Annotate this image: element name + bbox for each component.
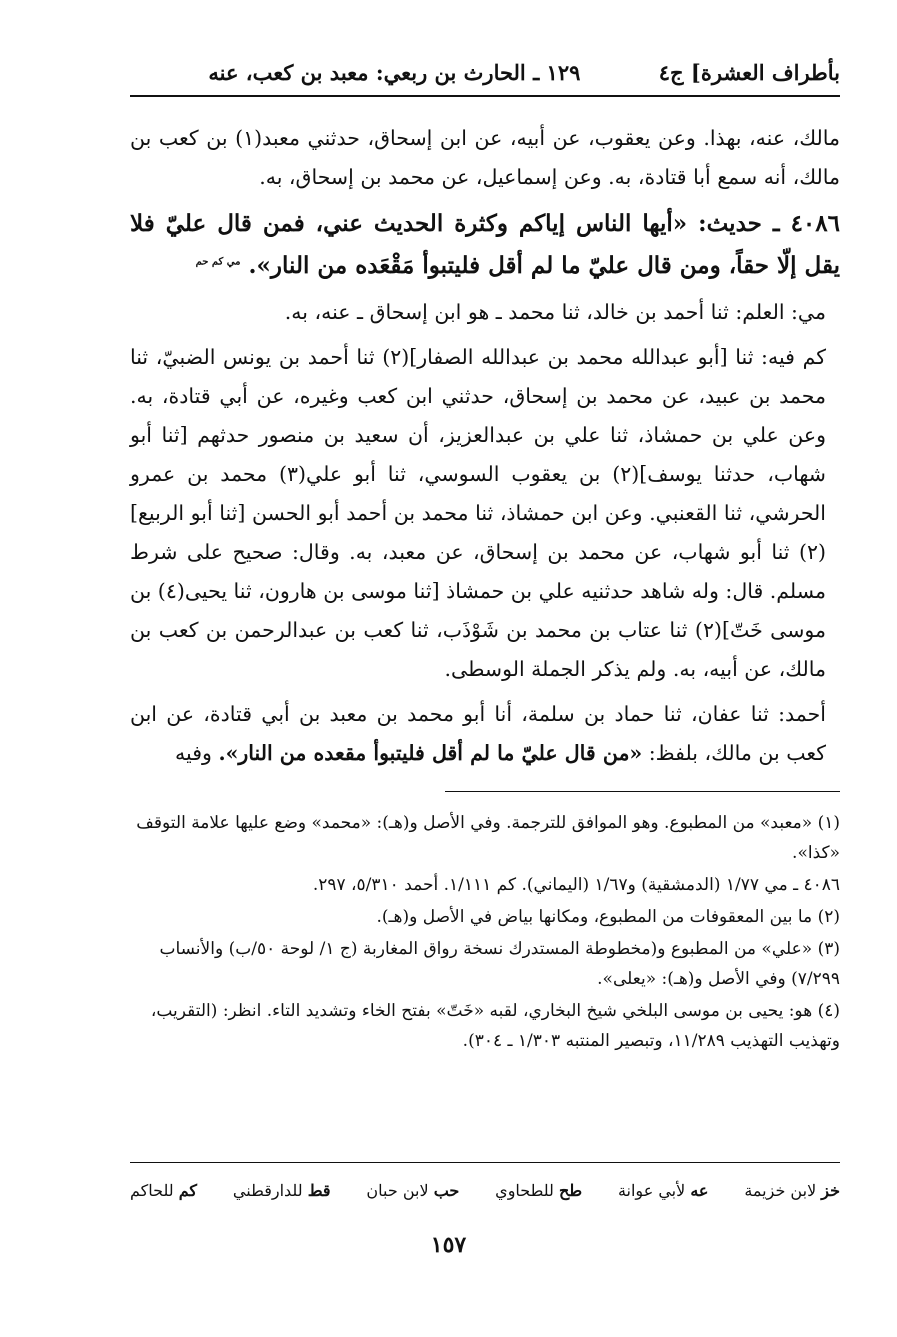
footnote: (٢) ما بين المعقوفات من المطبوع، ومكانها بياض في الأصل و(هـ).: [376, 907, 840, 927]
abbrev-item: حب لابن حبان: [366, 1181, 460, 1200]
ahmad-tail: وفيه: [175, 741, 212, 765]
footnote-separator: [445, 791, 840, 792]
hadith-text: ٤٠٨٦ ـ حديث: «أيها الناس إياكم وكثرة الحديث عني، فمن قال عليّ فلا يقل إلّا حقاً، ومن قال عليّ ما لم أقل فليتبوأ مَقْعَده من النار».: [130, 210, 840, 279]
footnote: (١) «معبد» من المطبوع. وهو الموافق للترجمة. وفي الأصل و(هـ): «محمد» وضع عليها علامة التوقف «كذا».: [136, 813, 840, 863]
page: [130, 60, 840, 1058]
paragraph-km: كم فيه: ثنا [أبو عبدالله محمد بن عبدالله الصفار](٢) ثنا أحمد بن يونس الضبيّ، ثنا محمد بن عبيد، عن محمد بن إسحاق، حدثني ابن كعب وغيره، عن أبي قتادة، به. وعن علي بن حمشاذ، ثنا علي بن عبدالعزيز، أن سعيد بن منصور حدثهم [ثنا أبو شهاب، حدثنا يوسف](٢) بن يعقوب السوسي، ثنا أبو علي(٣) محمد بن عمرو الحرشي، ثنا القعنبي. وعن ابن حمشاذ، ثنا محمد بن أحمد أبو الحسن [ثنا أبو الربيع](٢) ثنا أبو شهاب، عن محمد بن إسحاق، عن معبد، به. وقال: صحيح على شرط مسلم. قال: وله شاهد حدثنيه علي بن حمشاذ [ثنا موسى بن هارون، ثنا يحيى(٤) بن موسى خَتّ](٢) ثنا عتاب بن محمد بن شَوْذَب، ثنا كعب بن عبدالرحمن بن كعب بن مالك، عن أبيه، به. ولم يذكر الجملة الوسطى.: [129, 345, 826, 681]
ahmad-quote: «من قال عليّ ما لم أقل فليتبوأ مقعده من النار».: [218, 741, 643, 765]
ahmad-lead: أحمد: ثنا عفان، ثنا حماد بن سلمة، أنا أبو محمد بن معبد بن أبي قتادة، عن ابن كعب بن مالك، بلفظ:: [130, 702, 826, 765]
abbrev-item: عه لأبي عوانة: [617, 1181, 709, 1200]
header-book: بأطراف العشرة] ج٤: [658, 60, 840, 85]
paragraph-continuation: مالك، عنه، بهذا. وعن يعقوب، عن أبيه، عن ابن إسحاق، حدثني معبد(١) بن كعب بن مالك، أنه سمع أبا قتادة، به. وعن إسماعيل، عن محمد بن إسحاق، به.: [130, 126, 840, 189]
abbrev-item: كم للحاكم: [130, 1181, 198, 1200]
marginal-gloss: مي كم حم: [195, 256, 241, 268]
page-number: ١٥٧: [430, 1232, 467, 1258]
paragraph-mi: مي: العلم: ثنا أحمد بن خالد، ثنا محمد ـ هو ابن إسحاق ـ عنه، به.: [284, 300, 826, 324]
running-header: [130, 60, 840, 97]
header-section: ١٢٩ ـ الحارث بن ربعي: معبد بن كعب، عنه: [208, 60, 581, 85]
footnote: ٤٠٨٦ ـ مي ١/٧٧ (الدمشقية) و١/٦٧ (اليماني). كم ١/١١١. أحمد ٥/٣١٠، ٢٩٧.: [312, 875, 840, 895]
footnote: (٤) هو: يحيى بن موسى البلخي شيخ البخاري، لقبه «خَتّ» بفتح الخاء وتشديد التاء. انظر: (التقريب، وتهذيب التهذيب ١١/٢٨٩، وتبصير المنتبه ١/٣٠٣ ـ ٣٠٤).: [150, 1001, 840, 1051]
abbrev-item: خز لابن خزيمة: [744, 1181, 840, 1200]
abbreviation-key: [130, 1162, 840, 1200]
abbrev-item: قط للدارقطني: [232, 1181, 331, 1200]
footnote: (٣) «علي» من المطبوع و(مخطوطة المستدرك نسخة رواق المغاربة (ج ١/ لوحة ٥٠/ب) والأنساب ٧/٢٩٩) وفي الأصل و(هـ): «يعلى».: [159, 939, 840, 989]
abbrev-item: طح للطحاوي: [495, 1181, 583, 1200]
footnotes: [130, 808, 840, 1056]
hadith-heading: [130, 203, 840, 287]
paragraph-ahmad: [130, 695, 840, 773]
main-text: [130, 119, 840, 773]
